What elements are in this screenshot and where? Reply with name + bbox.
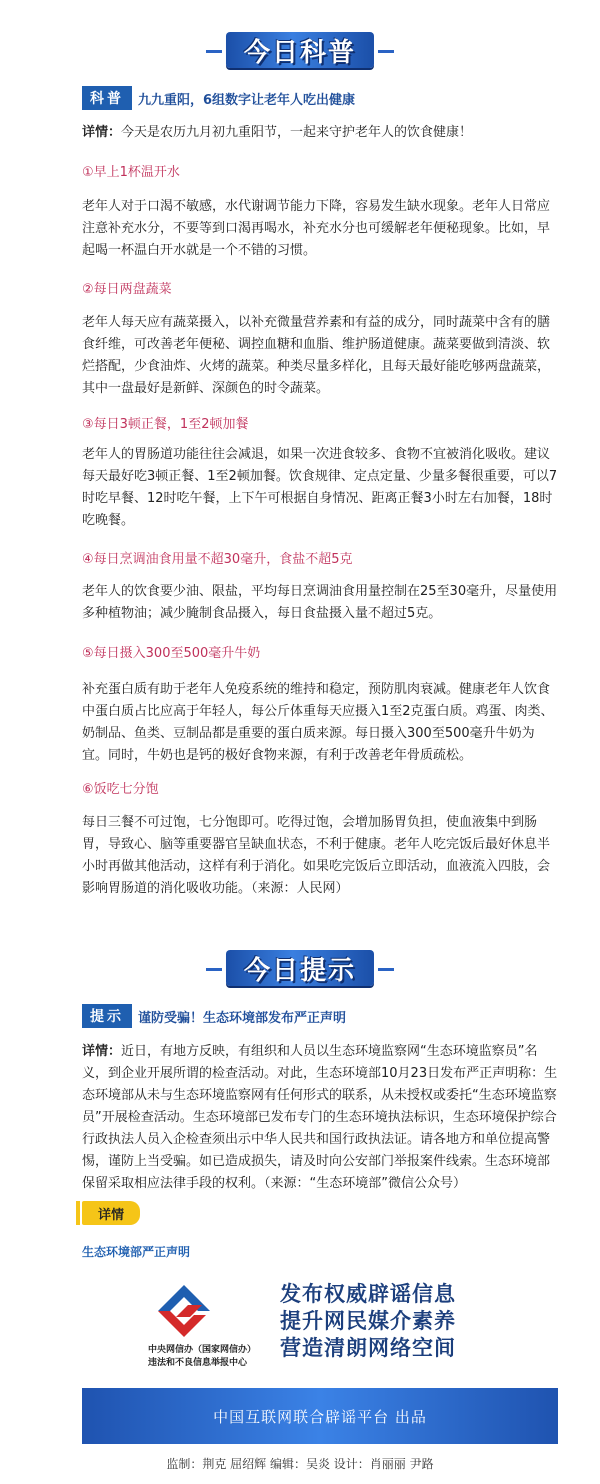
item-body bbox=[82, 812, 560, 900]
logo-caption-2: 违法和不良信息举报中心 bbox=[148, 1358, 248, 1368]
item-title: ④每日烹调油食用量不超30毫升，食盐不超5克 bbox=[82, 552, 353, 567]
science-intro bbox=[82, 122, 560, 144]
slogan-line: 营造清朗网络空间 bbox=[280, 1335, 456, 1360]
item-title: ②每日两盘蔬菜 bbox=[82, 282, 172, 297]
item-body bbox=[82, 196, 560, 262]
body-line: 老年人每天应有蔬菜摄入，以补充微量营养素和有益的成分，同时蔬菜中含有的膳 bbox=[82, 315, 551, 330]
science-banner-title: 今日科普 bbox=[243, 37, 357, 68]
body-line-text: 近日，有地方反映，有组织和人员以生态环境监察网“生态环境监察员”名 bbox=[121, 1044, 538, 1059]
detail-label: 详情： bbox=[82, 1044, 122, 1059]
item-body bbox=[82, 581, 560, 625]
tips-headline: 谨防受骗！生态环境部发布严正声明 bbox=[138, 1010, 347, 1026]
body-line: 多种植物油；减少腌制食品摄入，每日食盐摄入量不超过5克。 bbox=[82, 606, 442, 621]
tips-banner-title: 今日提示 bbox=[243, 955, 357, 986]
tips-banner bbox=[226, 950, 374, 986]
body-line: 奶制品、鱼类、豆制品都是重要的蛋白质来源。每日摄入300至500毫升牛奶为 bbox=[82, 726, 535, 741]
detail-button[interactable]: 详情 bbox=[82, 1201, 140, 1225]
cac-report-logo-icon bbox=[150, 1283, 218, 1339]
slogan-line: 提升网民媒介素养 bbox=[280, 1308, 456, 1333]
body-line: 小时再做其他活动，这样有利于消化。如果吃完饭后立即活动，血液流入四肢，会 bbox=[82, 859, 551, 874]
body-line: 惕，谨防上当受骗。如已造成损失，请及时向公安部门举报案件线索。生态环境部 bbox=[82, 1154, 551, 1169]
body-line: 老年人的饮食要少油、限盐，平均每日烹调油食用量控制在25至30毫升，尽量使用 bbox=[82, 584, 558, 599]
item-title: ⑥饭吃七分饱 bbox=[82, 782, 159, 797]
body-line: 时吃早餐、12时吃午餐，上下午可根据自身情况、距离正餐3小时左右加餐，18时 bbox=[82, 491, 553, 506]
item-title: ①早上1杯温开水 bbox=[82, 165, 180, 180]
intro-label: 详情： bbox=[82, 125, 122, 140]
body-line: 每天最好吃3顿正餐、1至2顿加餐。饮食规律、定点定量、少量多餐很重要，可以7 bbox=[82, 469, 558, 484]
science-headline: 九九重阳，6组数字让老年人吃出健康 bbox=[138, 92, 356, 108]
body-line: 老年人的胃肠道功能往往会减退，如果一次进食较多、食物不宜被消化吸收。建议 bbox=[82, 447, 551, 462]
tips-body bbox=[82, 1041, 560, 1195]
intro-text: 今天是农历九月初九重阳节，一起来守护老年人的饮食健康！ bbox=[121, 125, 473, 140]
slogan-line: 发布权威辟谣信息 bbox=[280, 1281, 456, 1306]
body-line: 补充蛋白质有助于老年人免疫系统的维持和稳定，预防肌肉衰减。健康老年人饮食 bbox=[82, 682, 551, 697]
statement-link[interactable]: 生态环境部严正声明 bbox=[82, 1245, 191, 1259]
science-banner bbox=[226, 32, 374, 68]
science-tag: 科普 bbox=[82, 86, 132, 110]
tips-header bbox=[82, 1004, 346, 1028]
body-line: 每日三餐不可过饱，七分饱即可。吃得过饱，会增加肠胃负担，使血液集中到肠 bbox=[82, 815, 538, 830]
item-title: ③每日3顿正餐，1至2顿加餐 bbox=[82, 417, 249, 432]
body-line: 食纤维，可改善老年便秘、调控血糖和血脂、维护肠道健康。蔬菜要做到清淡、软 bbox=[82, 337, 551, 352]
body-line: 义，到企业开展所谓的检查活动。对此，生态环境部10月23日发布严正声明称：生 bbox=[82, 1066, 558, 1081]
footer-text: 中国互联网联合辟谣平台 出品 bbox=[213, 1407, 427, 1426]
body-line: 宜。同时，牛奶也是钙的极好食物来源，有利于改善老年骨质疏松。 bbox=[82, 748, 473, 763]
body-line: 吃晚餐。 bbox=[82, 513, 135, 528]
body-line: 注意补充水分，不要等到口渴再喝水，补充水分也可缓解老年便秘现象。比如，早 bbox=[82, 221, 551, 236]
body-line: 影响胃肠道的消化吸收功能。（来源：人民网） bbox=[82, 881, 349, 896]
item-title: ⑤每日摄入300至500毫升牛奶 bbox=[82, 646, 261, 661]
body-line bbox=[82, 1041, 560, 1063]
item-body bbox=[82, 312, 560, 400]
body-line: 其中一盘最好是新鲜、深颜色的时令蔬菜。 bbox=[82, 381, 330, 396]
body-line: 保留采取相应法律手段的权利。（来源：“生态环境部”微信公众号） bbox=[82, 1176, 466, 1191]
item-body bbox=[82, 679, 560, 767]
body-line: 员”开展检查活动。生态环境部已发布专门的生态环境执法标识，生态环境保护综合 bbox=[82, 1110, 557, 1125]
logo-caption-1: 中央网信办（国家网信办） bbox=[148, 1345, 257, 1355]
body-line: 起喝一杯温白开水就是一个不错的习惯。 bbox=[82, 243, 317, 258]
credits: 监制：荆克 屈绍辉 编辑：吴炎 设计：肖丽丽 尹路 bbox=[166, 1457, 434, 1471]
body-line: 中蛋白质占比应高于年轻人，每公斤体重每天应摄入1至2克蛋白质。鸡蛋、肉类、 bbox=[82, 704, 554, 719]
body-line: 烂搭配，少食油炸、火烤的蔬菜。种类尽量多样化，且每天最好能吃够两盘蔬菜， bbox=[82, 359, 551, 374]
science-header bbox=[82, 86, 355, 110]
item-body bbox=[82, 444, 560, 532]
body-line: 行政执法人员入企检查须出示中华人民共和国行政执法证。请各地方和单位提高警 bbox=[82, 1132, 551, 1147]
body-line: 老年人对于口渴不敏感，水代谢调节能力下降，容易发生缺水现象。老年人日常应 bbox=[82, 199, 551, 214]
body-line: 胃，导致心、脑等重要器官呈缺血状态，不利于健康。老年人吃完饭后最好休息半 bbox=[82, 837, 551, 852]
body-line: 态环境部从未与生态环境监察网有任何形式的联系，从未授权或委托“生态环境监察 bbox=[82, 1088, 557, 1103]
footer-bar bbox=[82, 1388, 558, 1444]
tips-tag: 提示 bbox=[82, 1004, 132, 1028]
